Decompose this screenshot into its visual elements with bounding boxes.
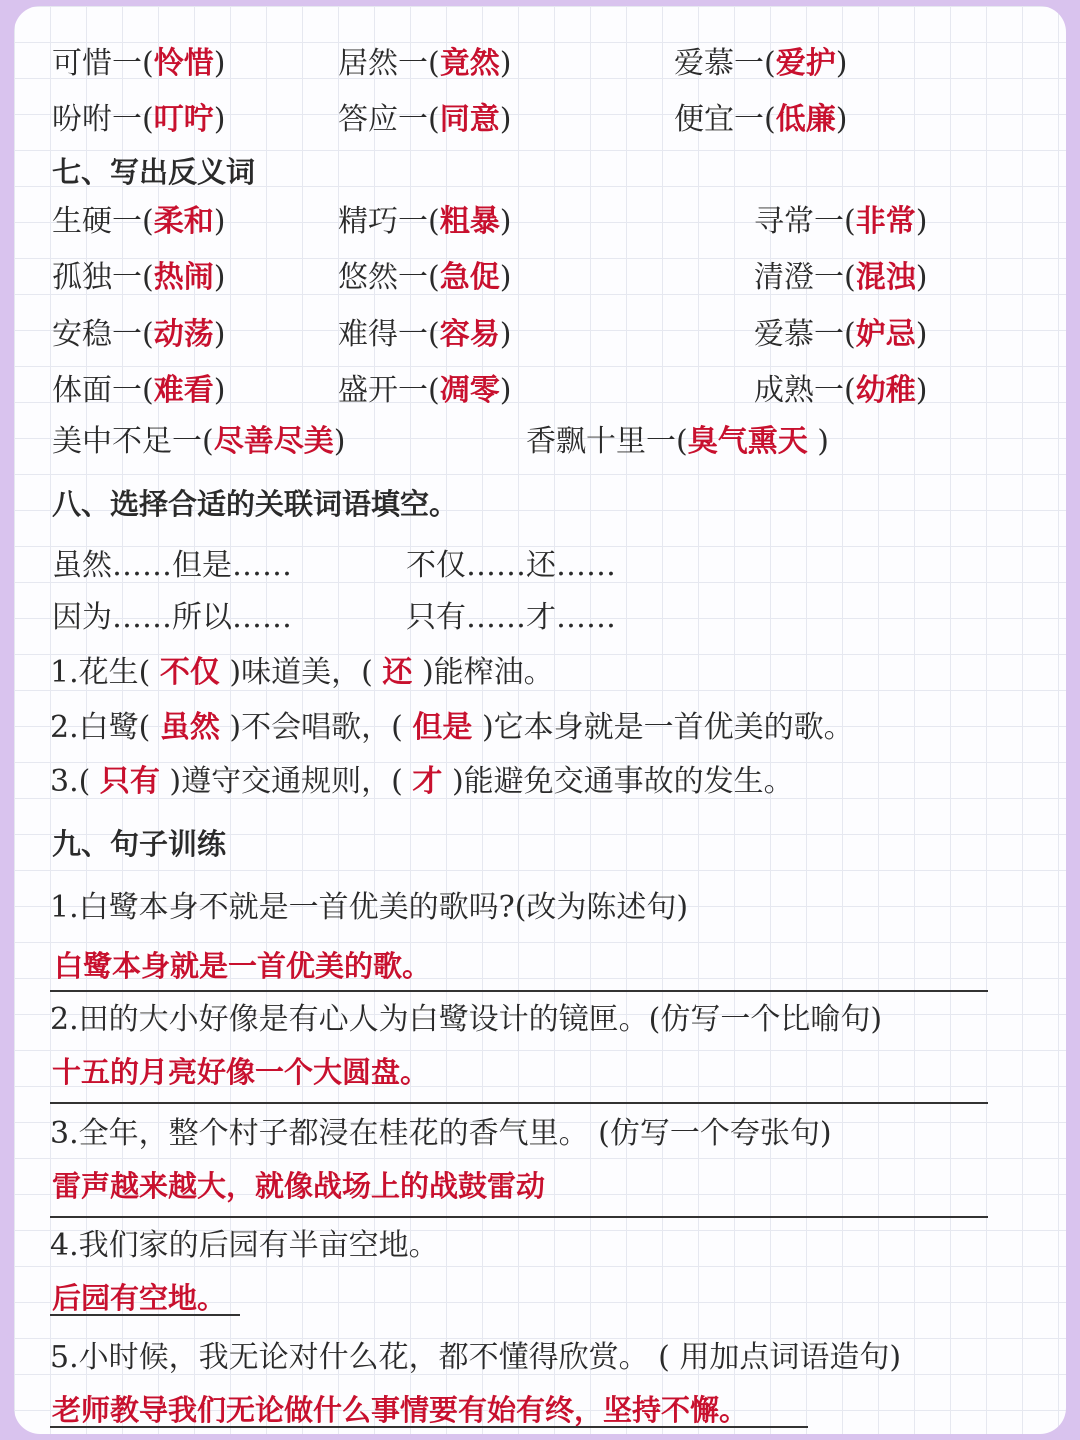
antonym-item: 清澄一(混浊)	[754, 260, 928, 295]
worksheet-page	[14, 6, 1066, 1434]
conjunction-option: 不仅……还……	[406, 548, 616, 583]
conjunction-option: 只有……才……	[406, 600, 616, 635]
conjunction-option: 虽然……但是……	[52, 548, 292, 583]
section-9-title: 九、句子训练	[52, 827, 227, 861]
sentence-question: 4.我们家的后园有半亩空地。	[50, 1228, 439, 1263]
antonym-item: 美中不足一(尽善尽美)	[52, 424, 346, 459]
sentence-question: 3.全年，整个村子都浸在桂花的香气里。 (仿写一个夸张句)	[50, 1116, 832, 1151]
synonym-item: 吩咐一(叮咛)	[52, 102, 226, 137]
fill-question: 2.白鹭( 虽然 )不会唱歌，( 但是 )它本身就是一首优美的歌。	[50, 710, 854, 745]
answer-underline	[50, 1216, 988, 1218]
antonym-item: 难得一(容易)	[338, 317, 512, 352]
sentence-answer: 白鹭本身就是一首优美的歌。	[54, 949, 432, 983]
antonym-item: 孤独一(热闹)	[52, 260, 226, 295]
section-7-title: 七、写出反义词	[52, 155, 256, 189]
answer-underline	[50, 1102, 988, 1104]
answer-underline	[50, 990, 988, 992]
antonym-item: 盛开一(凋零)	[338, 373, 512, 408]
section-8-title: 八、选择合适的关联词语填空。	[52, 487, 459, 521]
synonym-item: 答应一(同意)	[338, 102, 512, 137]
answer-underline	[50, 1426, 808, 1428]
antonym-item: 精巧一(粗暴)	[338, 204, 512, 239]
conjunction-option: 因为……所以……	[52, 600, 292, 635]
sentence-question: 5.小时候，我无论对什么花，都不懂得欣赏。 ( 用加点词语造句)	[50, 1340, 902, 1375]
antonym-item: 寻常一(非常)	[754, 204, 928, 239]
sentence-answer: 十五的月亮好像一个大圆盘。	[52, 1055, 430, 1089]
answer-underline	[50, 1314, 240, 1316]
sentence-question: 2.田的大小好像是有心人为白鹭设计的镜匣。(仿写一个比喻句)	[50, 1002, 883, 1037]
synonym-item: 便宜一(低廉)	[674, 102, 848, 137]
antonym-item: 安稳一(动荡)	[52, 317, 226, 352]
synonym-item: 爱慕一(爱护)	[674, 46, 848, 81]
synonym-item: 居然一(竟然)	[338, 46, 512, 81]
antonym-item: 悠然一(急促)	[338, 260, 512, 295]
antonym-item: 爱慕一(妒忌)	[754, 317, 928, 352]
sentence-answer: 后园有空地。	[52, 1281, 227, 1315]
sentence-answer: 老师教导我们无论做什么事情要有始有终，坚持不懈。	[52, 1393, 749, 1427]
fill-question: 1.花生( 不仅 )味道美，( 还 )能榨油。	[50, 655, 554, 690]
antonym-item: 香飘十里一(臭气熏天 )	[526, 424, 829, 459]
sentence-question: 1.白鹭本身不就是一首优美的歌吗?(改为陈述句)	[50, 890, 689, 925]
fill-question: 3.( 只有 )遵守交通规则，( 才 )能避免交通事故的发生。	[50, 764, 794, 799]
sentence-answer: 雷声越来越大，就像战场上的战鼓雷动	[52, 1169, 546, 1203]
antonym-item: 体面一(难看)	[52, 373, 226, 408]
antonym-item: 生硬一(柔和)	[52, 204, 226, 239]
synonym-item: 可惜一(怜惜)	[52, 46, 226, 81]
antonym-item: 成熟一(幼稚)	[754, 373, 928, 408]
